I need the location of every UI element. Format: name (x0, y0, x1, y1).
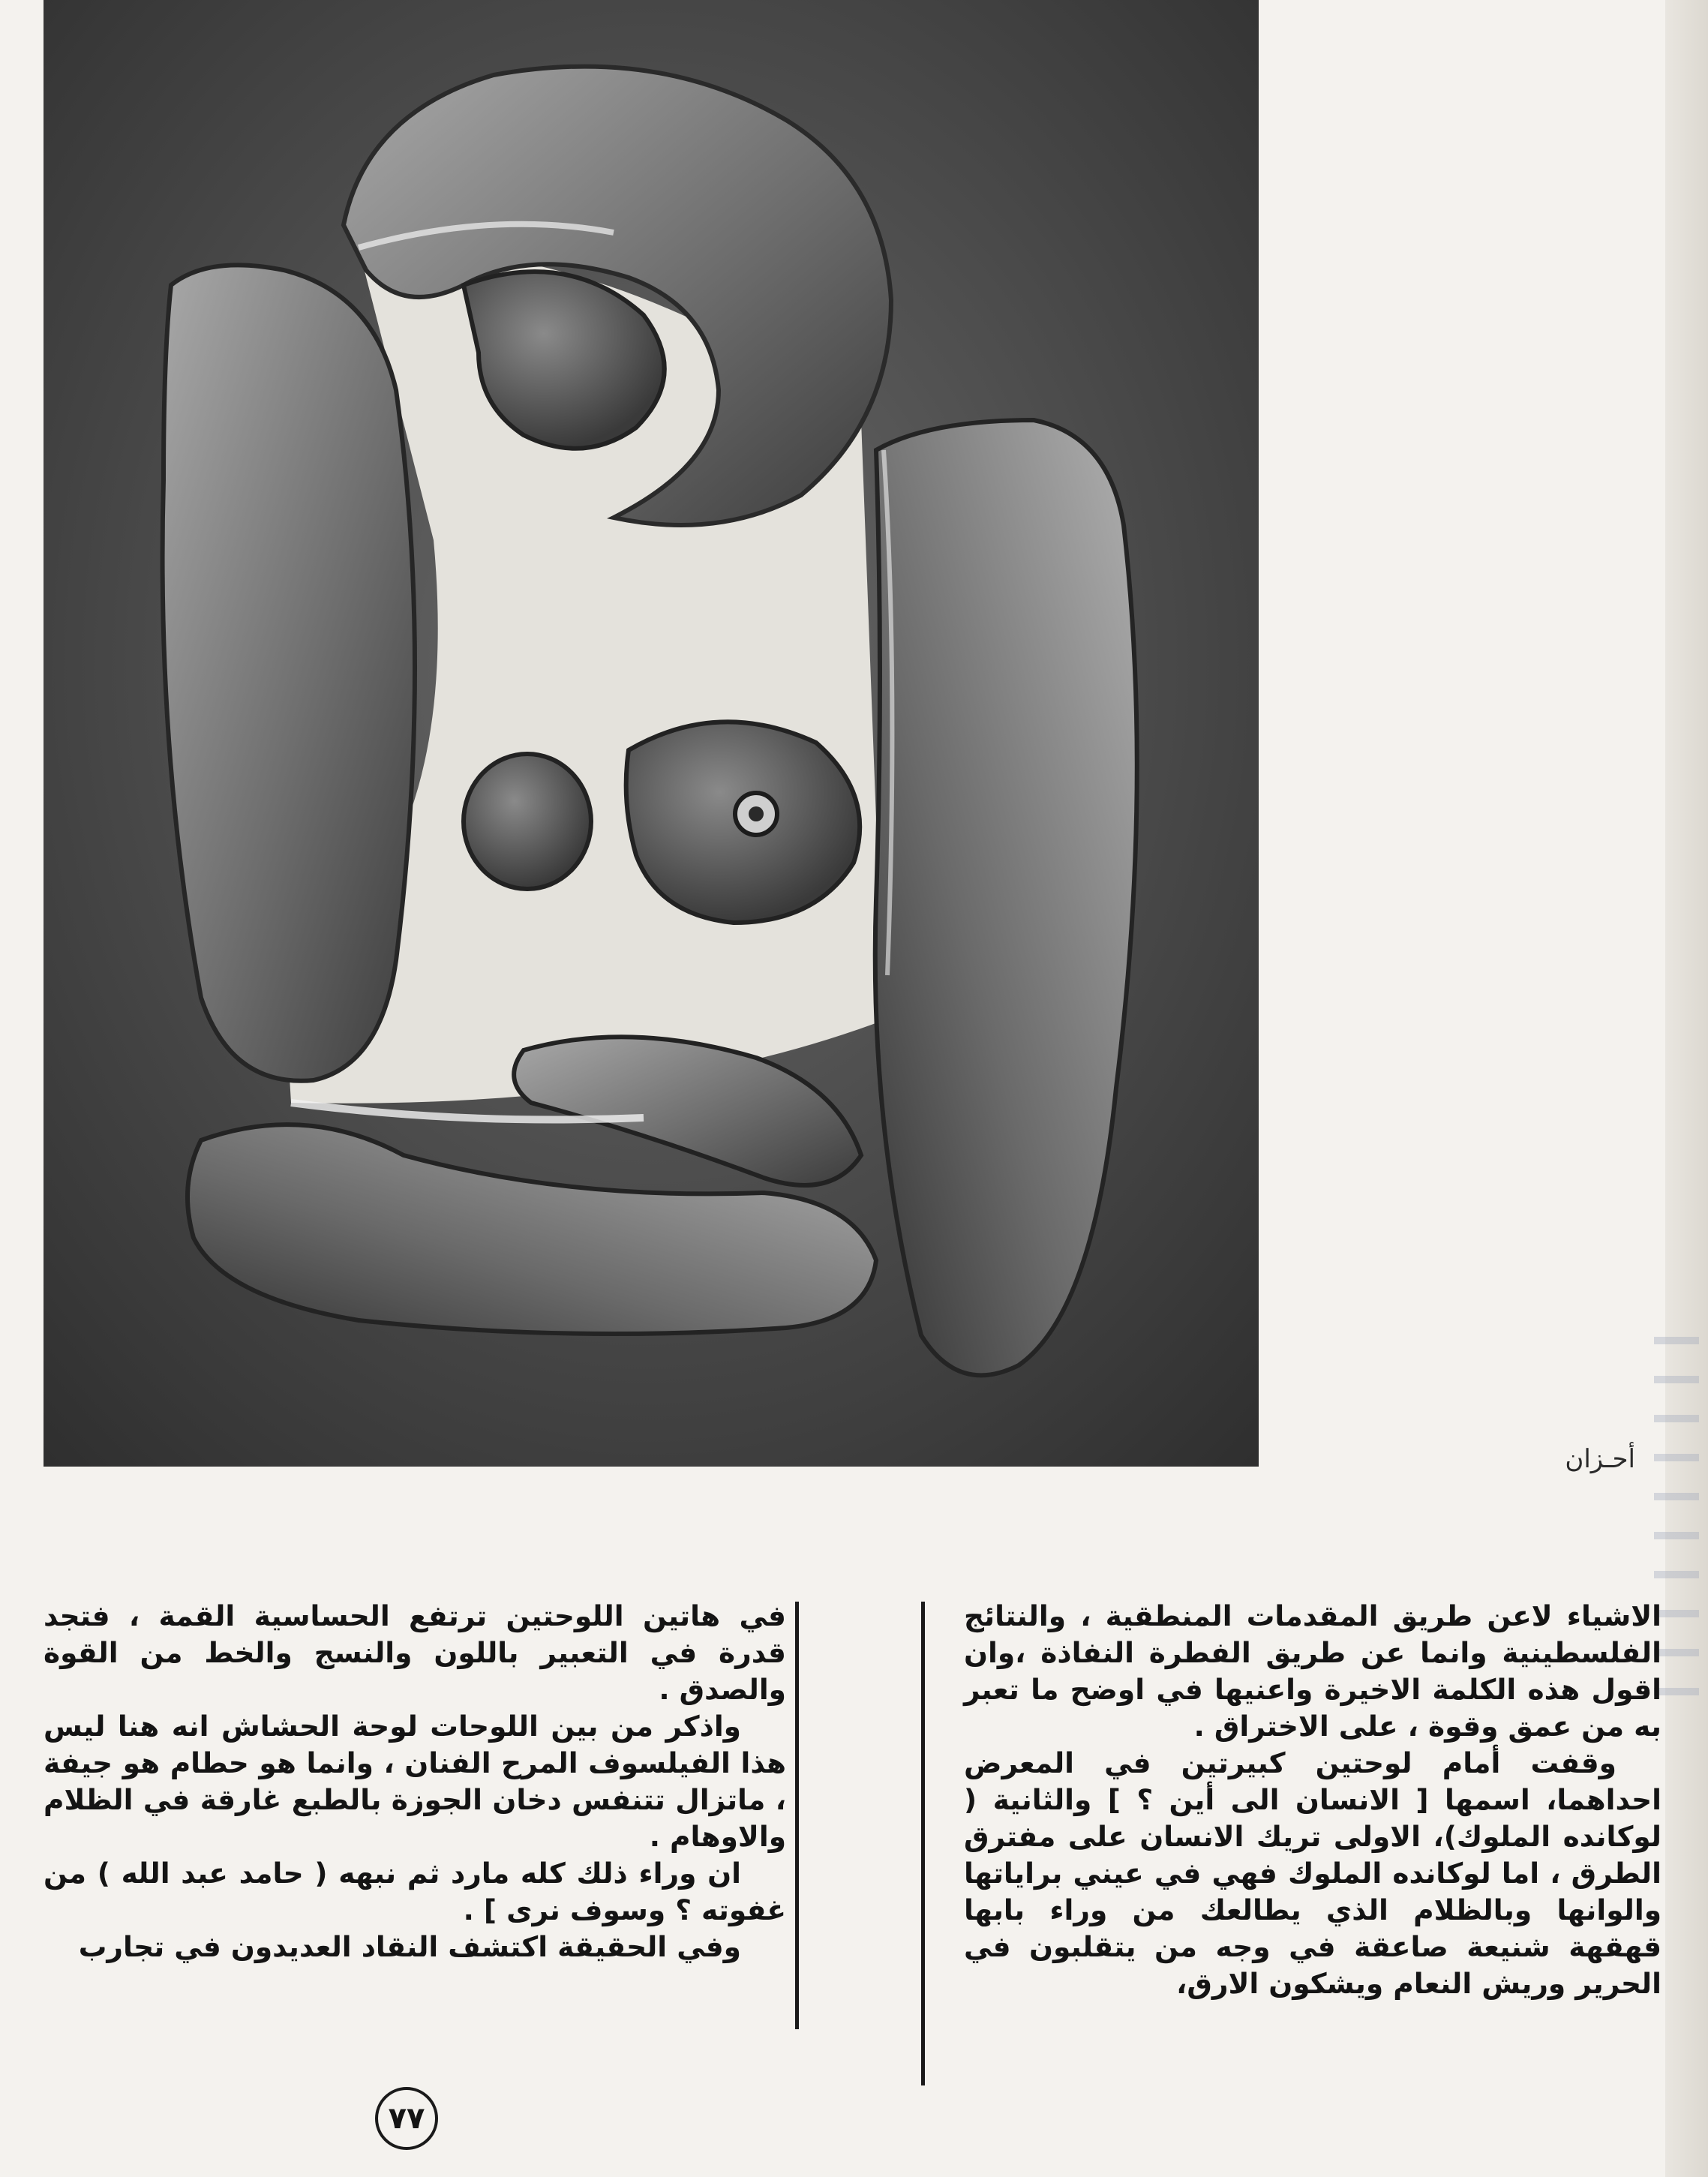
text-column-right (964, 1598, 1661, 2002)
page-number: ٧٧ (375, 2087, 438, 2150)
column-rule-left (795, 1602, 799, 2029)
page-edge (1665, 0, 1708, 2177)
text-column-left (44, 1598, 786, 1965)
paragraph: ان وراء ذلك كله مارد ثم نبهه ( حامد عبد الله ) من غفوته ؟ وسوف نرى ] . (44, 1857, 786, 1926)
column-rule-right (921, 1602, 925, 2085)
paragraph: في هاتين اللوحتين ترتفع الحساسية القمة ، فتجد قدرة في التعبير باللون والنسج والخط من القوة والصدق . (44, 1599, 786, 1706)
paragraph: الاشياء لاعن طريق المقدمات المنطقية ، والنتائج الفلسطينية وانما عن طريق الفطرة النفاذة ،وان اقول هذه الكلمة الاخيرة واعنيها في اوضح ما تعبر به من عمق وقوة ، على الاختراق . (964, 1599, 1661, 1743)
artwork-caption: أحـزان (1565, 1444, 1635, 1474)
paragraph: وفي الحقيقة اكتشف النقاد العديدون في تجارب (78, 1930, 741, 1963)
paragraph: وقفت أمام لوحتين كبيرتين في المعرض احداهما، اسمها [ الانسان الى أين ؟ ] والثانية ( لوكانده الملوك)، الاولى تريك الانسان على مفترق الطرق ، اما لوكانده الملوك فهي في عيني براياتها والوانها وبالظلام الذي يطالعك من وراء بابها قهقهة شنيعة صاعقة في وجه من يتقلبون في الحرير وريش النعام ويشكون الارق، (964, 1746, 1661, 2000)
artwork-photograph (44, 0, 1259, 1467)
paragraph: واذكر من بين اللوحات لوحة الحشاش انه هنا ليس هذا الفيلسوف المرح الفنان ، وانما هو حطام هو جيفة ، ماتزال تتنفس دخان الجوزة بالطبع غارقة في الظلام والاوهام . (44, 1710, 786, 1853)
